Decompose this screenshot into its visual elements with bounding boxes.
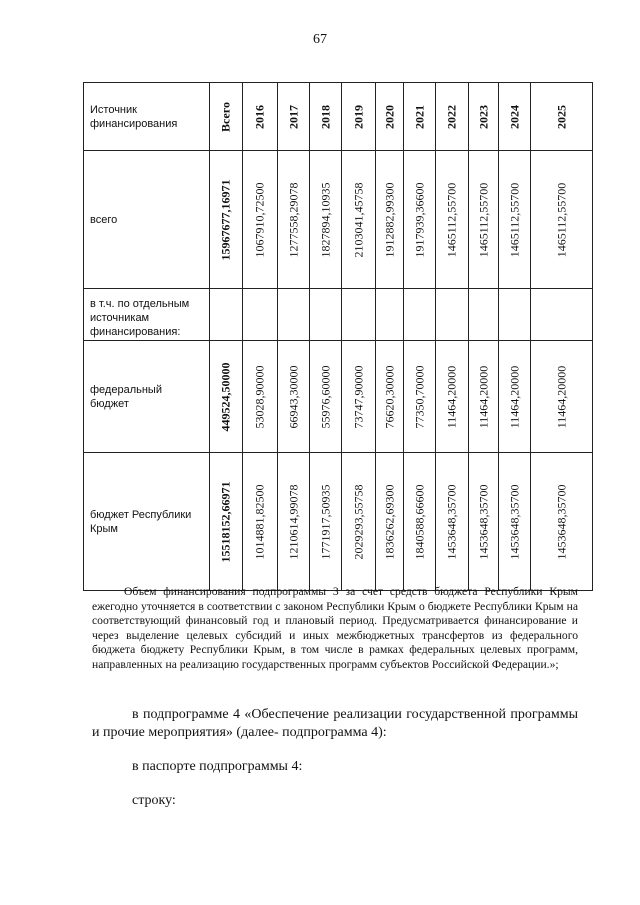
table-value: 15967677,16971	[218, 179, 233, 260]
table-value: 1277558,29078	[286, 182, 300, 257]
column-header: Всего	[218, 101, 233, 132]
table-value-cell	[278, 341, 310, 453]
row-source-label: в т.ч. по отдельным источникам финансирования:	[84, 289, 210, 341]
subprogram-4-paragraph: в подпрограмме 4 «Обеспечение реализации государственной программы и прочие мероприятия» (далее- подпрограмма 4):	[92, 707, 578, 740]
table-value-cell	[342, 289, 376, 341]
table-value: 1827894,10935	[318, 182, 332, 257]
table-value: 1465112,55700	[507, 182, 521, 257]
table-value-cell	[243, 341, 278, 453]
column-header: 2016	[252, 104, 267, 129]
column-header: 2019	[351, 104, 365, 129]
table-row	[84, 453, 593, 591]
table-value-cell	[310, 289, 342, 341]
column-header-cell	[436, 83, 469, 151]
table-value: 76620,30000	[382, 365, 396, 428]
table-value: 1453648,35700	[444, 484, 459, 559]
table-value-cell	[342, 341, 376, 453]
table-value: 2029293,55758	[351, 484, 365, 559]
table-header-row	[84, 83, 593, 151]
column-header-cell	[342, 83, 376, 151]
column-header: 2024	[507, 104, 521, 129]
column-header: 2017	[286, 104, 300, 129]
table-value: 2103041,45758	[351, 182, 365, 257]
financing-table	[83, 82, 593, 591]
table-value: 1453648,35700	[507, 484, 521, 559]
table-value-cell	[436, 341, 469, 453]
financing-note: Объем финансирования подпрограммы 3 за счет средств бюджета Республики Крым ежегодно уточняется в соответствии с законом Республики Крым о бюджете Республики Крым на соответствующий финансовый год и плановый период. Предусматривается финансирование и через выделение целевых субсидий и иных межбюджетных трансфертов из федерального бюджета бюджету Республики Крым, в том числе в рамках федеральных целевых программ, направленных на реализацию государственных программ субъектов Российской Федерации.»;	[92, 585, 578, 671]
column-header-cell	[210, 83, 243, 151]
table-value-cell	[531, 151, 593, 289]
table-value: 11464,20000	[554, 365, 568, 428]
row-source-label: федеральный бюджет	[84, 341, 210, 453]
table-value: 449524,50000	[218, 362, 233, 431]
table-value-cell	[342, 151, 376, 289]
table-value-cell	[243, 151, 278, 289]
table-value-cell	[210, 289, 243, 341]
table-value: 1453648,35700	[554, 484, 568, 559]
table-value-cell	[210, 453, 243, 591]
row-source-label: всего	[84, 151, 210, 289]
table-value-cell	[436, 151, 469, 289]
table-value: 11464,20000	[507, 365, 521, 428]
table-value-cell	[210, 151, 243, 289]
row-source-label: бюджет Республики Крым	[84, 453, 210, 591]
table-value-cell	[469, 453, 499, 591]
table-value: 11464,20000	[444, 365, 459, 428]
table-value: 1453648,35700	[476, 484, 490, 559]
table-value-cell	[436, 453, 469, 591]
column-header: 2018	[318, 104, 332, 129]
table-value-cell	[499, 289, 531, 341]
table-value: 1840588,66600	[412, 484, 426, 559]
table-value-cell	[376, 341, 404, 453]
table-value-cell	[278, 453, 310, 591]
header-source: Источник финансирования	[84, 83, 210, 151]
table-value-cell	[469, 289, 499, 341]
column-header: 2021	[412, 104, 426, 129]
table-value-cell	[436, 289, 469, 341]
table-value-cell	[531, 289, 593, 341]
column-header-cell	[278, 83, 310, 151]
column-header-cell	[469, 83, 499, 151]
table-value-cell	[376, 289, 404, 341]
page-number: 67	[313, 32, 327, 47]
column-header-cell	[531, 83, 593, 151]
table-value: 66943,30000	[286, 365, 300, 428]
row-paragraph: строку:	[132, 793, 176, 808]
column-header: 2025	[554, 104, 568, 129]
table-value: 55976,60000	[318, 365, 332, 428]
table-value-cell	[310, 151, 342, 289]
table-value-cell	[243, 289, 278, 341]
table-value-cell	[376, 453, 404, 591]
table-value-cell	[531, 453, 593, 591]
table-value: 1465112,55700	[444, 182, 459, 257]
table-value: 1067910,72500	[252, 182, 267, 257]
column-header: 2020	[382, 104, 396, 129]
table-value-cell	[342, 453, 376, 591]
table-value-cell	[404, 289, 436, 341]
table-value-cell	[404, 453, 436, 591]
column-header: 2023	[476, 104, 490, 129]
table-value: 15518152,66971	[218, 481, 233, 562]
table-value-cell	[278, 289, 310, 341]
table-value: 53028,90000	[252, 365, 267, 428]
passport-paragraph: в паспорте подпрограммы 4:	[132, 759, 303, 774]
column-header-cell	[404, 83, 436, 151]
table-value-cell	[243, 453, 278, 591]
table-value: 1771917,50935	[318, 484, 332, 559]
column-header-cell	[243, 83, 278, 151]
table-value-cell	[469, 151, 499, 289]
column-header: 2022	[444, 104, 459, 129]
table-value: 11464,20000	[476, 365, 490, 428]
table-value: 1210614,99078	[286, 484, 300, 559]
table-value-cell	[404, 341, 436, 453]
table-value-cell	[499, 151, 531, 289]
table-value-cell	[376, 151, 404, 289]
table-value: 77350,70000	[412, 365, 426, 428]
table-value: 1917939,36600	[412, 182, 426, 257]
column-header-cell	[310, 83, 342, 151]
table-value-cell	[499, 341, 531, 453]
table-value-cell	[310, 341, 342, 453]
table-row	[84, 341, 593, 453]
table-value: 1465112,55700	[476, 182, 490, 257]
table-value-cell	[278, 151, 310, 289]
table-value: 1014881,82500	[252, 484, 267, 559]
table-row	[84, 151, 593, 289]
table-value: 1465112,55700	[554, 182, 568, 257]
table-value-cell	[499, 453, 531, 591]
table-value: 1836262,69300	[382, 484, 396, 559]
table-value: 1912882,99300	[382, 182, 396, 257]
table-value-cell	[310, 453, 342, 591]
table-value-cell	[210, 341, 243, 453]
table-value: 73747,90000	[351, 365, 365, 428]
column-header-cell	[376, 83, 404, 151]
column-header-cell	[499, 83, 531, 151]
table-row	[84, 289, 593, 341]
table-value-cell	[531, 341, 593, 453]
table-value-cell	[404, 151, 436, 289]
table-value-cell	[469, 341, 499, 453]
